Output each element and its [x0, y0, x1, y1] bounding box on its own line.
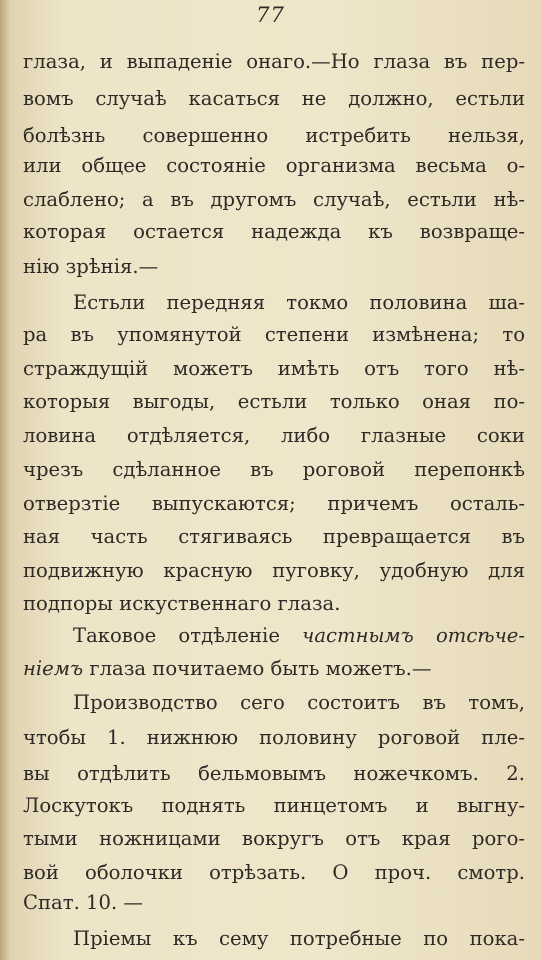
paragraph-first-line: Производство сего состоитъ въ томъ, [73, 691, 525, 714]
text-line: Лоскутокъ поднять пинцетомъ и выгну- [23, 794, 525, 817]
text-line: которыя выгоды, естьли только оная по- [23, 390, 525, 413]
text-line: ра въ упомянутой степени измѣнена; то [23, 323, 525, 346]
text-line: чрезъ сдѣланное въ роговой перепонкѣ [23, 458, 525, 481]
text-line: чтобы 1. нижнюю половину роговой пле- [23, 726, 525, 749]
paragraph-first-line: Естьли передняя токмо половина ша- [73, 291, 525, 314]
page-number: 77 [256, 3, 285, 27]
text-line: Спат. 10. — [23, 891, 144, 914]
text-line: вы отдѣлить бельмовымъ ножечкомъ. 2. [23, 762, 525, 785]
text-line: слаблено; а въ другомъ случаѣ, естьли нѣ- [23, 188, 525, 211]
text-line: или общее состояніе организма весьма о- [23, 154, 525, 177]
text-line: подвижную красную пуговку, удобную для [23, 559, 525, 582]
text-line: тыми ножницами вокругъ отъ края рого- [23, 827, 525, 850]
paragraph-first-line: Пріемы къ сему потребные по пока- [73, 927, 525, 950]
text-line: которая остается надежда къ возвраще- [23, 220, 525, 243]
text-line: отверзтіе выпускаются; причемъ осталь- [23, 492, 525, 515]
text-line: стpаждущій можетъ имѣть отъ того нѣ- [23, 357, 525, 380]
text-line: ная часть стягиваясь превращается въ [23, 525, 525, 548]
text-segment: Таковое отдѣленіе [73, 624, 280, 647]
paragraph-first-line [73, 618, 525, 654]
text-line: нію зрѣнія.— [23, 255, 159, 278]
text-line: вомъ случаѣ касаться не должно, естьли [23, 87, 525, 110]
text-line: ловина отдѣляется, либо глазные соки [23, 424, 525, 447]
text-line: подпоры искуственнаго глаза. [23, 592, 341, 615]
italic-term: частнымъ отсѣче- [302, 624, 525, 647]
text-line: глаза, и выпаденіе онаго.—Но глаза въ пер- [23, 50, 525, 73]
italic-term: ніемъ [23, 657, 84, 680]
text-segment: глаза почитаемо быть можетъ.— [89, 657, 432, 680]
text-line: болѣзнь совершенно истребить нельзя, [23, 124, 525, 147]
page-gutter-shadow [0, 0, 10, 960]
text-line: вой оболочки отрѣзать. О проч. смотр. [23, 861, 525, 884]
text-line [23, 651, 525, 687]
